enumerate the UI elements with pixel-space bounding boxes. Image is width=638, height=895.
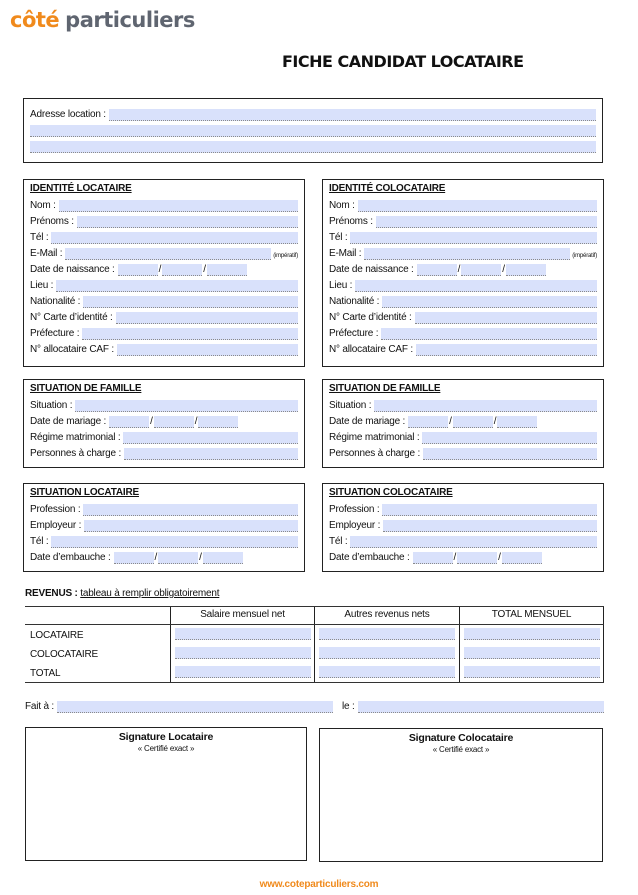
column-header-salaire: Salaire mensuel net bbox=[200, 609, 285, 620]
imperatif-note: (impératif) bbox=[572, 253, 597, 259]
field-mariage-mois[interactable] bbox=[154, 416, 194, 428]
label-profession: Profession : bbox=[30, 504, 81, 515]
label-caf: N° allocataire CAF : bbox=[329, 344, 413, 355]
label-personnes-charge: Personnes à charge : bbox=[329, 448, 421, 459]
field-nationalite[interactable] bbox=[382, 296, 597, 308]
label-date-embauche: Date d’embauche : bbox=[329, 552, 410, 563]
label-email: E-Mail : bbox=[30, 248, 63, 259]
date-separator: / bbox=[502, 264, 505, 275]
label-lieu: Lieu : bbox=[30, 280, 54, 291]
label-carte-identite: N° Carte d’identité : bbox=[30, 312, 113, 323]
field-tel[interactable] bbox=[350, 536, 597, 548]
date-le-row bbox=[342, 699, 604, 713]
revenus-note: tableau à remplir obligatoirement bbox=[80, 588, 220, 599]
field-embauche-jour[interactable] bbox=[413, 552, 453, 564]
label-tel: Tél : bbox=[329, 536, 348, 547]
section-title: IDENTITÉ COLOCATAIRE bbox=[329, 183, 446, 194]
label-nationalite: Nationalité : bbox=[329, 296, 380, 307]
label-prenoms: Prénoms : bbox=[329, 216, 373, 227]
section-title: SITUATION COLOCATAIRE bbox=[329, 487, 453, 498]
cell-total-autres[interactable] bbox=[319, 666, 455, 678]
field-mariage-annee[interactable] bbox=[497, 416, 537, 428]
date-separator: / bbox=[203, 264, 206, 275]
field-embauche-annee[interactable] bbox=[502, 552, 542, 564]
address-field-line-1[interactable] bbox=[109, 109, 596, 121]
label-date-mariage: Date de mariage : bbox=[329, 416, 406, 427]
label-situation: Situation : bbox=[329, 400, 372, 411]
row-label-locataire: LOCATAIRE bbox=[30, 630, 84, 641]
label-employeur: Employeur : bbox=[30, 520, 82, 531]
date-separator: / bbox=[449, 416, 452, 427]
field-personnes-charge[interactable] bbox=[423, 448, 597, 460]
label-fait-a: Fait à : bbox=[25, 701, 54, 712]
cell-locataire-salaire[interactable] bbox=[175, 628, 311, 640]
brand-logo-part1: côté bbox=[10, 8, 60, 32]
field-email[interactable] bbox=[364, 248, 570, 260]
field-naissance-jour[interactable] bbox=[417, 264, 457, 276]
cell-locataire-total[interactable] bbox=[464, 628, 600, 640]
date-separator: / bbox=[457, 264, 461, 275]
fait-a-row bbox=[25, 699, 333, 713]
field-email[interactable] bbox=[65, 248, 271, 260]
field-situation[interactable] bbox=[374, 400, 597, 412]
label-profession: Profession : bbox=[329, 504, 380, 515]
table-border bbox=[603, 606, 604, 683]
label-carte-identite: N° Carte d’identité : bbox=[329, 312, 412, 323]
column-header-total-mensuel: TOTAL MENSUEL bbox=[491, 609, 572, 620]
signature-colocataire-box[interactable] bbox=[319, 728, 603, 862]
field-prenoms[interactable] bbox=[376, 216, 597, 228]
cell-colocataire-autres[interactable] bbox=[319, 647, 455, 659]
date-separator: / bbox=[158, 264, 162, 275]
label-date-embauche: Date d’embauche : bbox=[30, 552, 111, 563]
table-border bbox=[25, 682, 604, 683]
field-naissance-annee[interactable] bbox=[207, 264, 247, 276]
field-mariage-jour[interactable] bbox=[109, 416, 149, 428]
label-regime: Régime matrimonial : bbox=[30, 432, 121, 443]
imperatif-note: (impératif) bbox=[273, 253, 298, 259]
label-le: le : bbox=[342, 701, 355, 712]
address-field-line-2[interactable] bbox=[30, 125, 596, 137]
field-embauche-mois[interactable] bbox=[457, 552, 497, 564]
section-title: IDENTITÉ LOCATAIRE bbox=[30, 183, 132, 194]
situation-locataire-section bbox=[23, 483, 305, 572]
date-separator: / bbox=[493, 416, 497, 427]
label-situation: Situation : bbox=[30, 400, 73, 411]
label-date-mariage: Date de mariage : bbox=[30, 416, 107, 427]
identite-locataire-section bbox=[23, 179, 305, 367]
situation-colocataire-section bbox=[322, 483, 604, 572]
address-label: Adresse location : bbox=[30, 109, 106, 120]
footer-url[interactable]: www.coteparticuliers.com bbox=[259, 879, 379, 890]
field-mariage-mois[interactable] bbox=[453, 416, 493, 428]
field-le[interactable] bbox=[358, 701, 604, 713]
revenus-table bbox=[25, 606, 604, 683]
field-regime[interactable] bbox=[123, 432, 298, 444]
signature-subtitle: « Certifié exact » bbox=[137, 744, 195, 753]
field-embauche-mois[interactable] bbox=[158, 552, 198, 564]
identite-colocataire-section bbox=[322, 179, 604, 367]
field-mariage-jour[interactable] bbox=[408, 416, 448, 428]
field-tel[interactable] bbox=[51, 536, 298, 548]
label-lieu: Lieu : bbox=[329, 280, 353, 291]
field-situation[interactable] bbox=[75, 400, 298, 412]
brand-logo bbox=[10, 8, 195, 32]
page-title: FICHE CANDIDAT LOCATAIRE bbox=[282, 52, 524, 71]
field-nom[interactable] bbox=[358, 200, 597, 212]
label-nationalite: Nationalité : bbox=[30, 296, 81, 307]
brand-logo-part2: particuliers bbox=[65, 8, 195, 32]
label-prefecture: Préfecture : bbox=[329, 328, 379, 339]
label-date-naissance: Date de naissance : bbox=[329, 264, 414, 275]
date-separator: / bbox=[453, 552, 457, 563]
cell-colocataire-total[interactable] bbox=[464, 647, 600, 659]
field-embauche-annee[interactable] bbox=[203, 552, 243, 564]
date-separator: / bbox=[199, 552, 202, 563]
label-regime: Régime matrimonial : bbox=[329, 432, 420, 443]
label-tel: Tél : bbox=[30, 232, 49, 243]
label-nom: Nom : bbox=[329, 200, 355, 211]
date-separator: / bbox=[154, 552, 158, 563]
field-naissance-mois[interactable] bbox=[461, 264, 501, 276]
field-naissance-mois[interactable] bbox=[162, 264, 202, 276]
field-regime[interactable] bbox=[422, 432, 597, 444]
field-nom[interactable] bbox=[59, 200, 298, 212]
label-tel: Tél : bbox=[329, 232, 348, 243]
revenus-heading bbox=[25, 588, 219, 599]
table-border bbox=[25, 624, 604, 625]
field-profession[interactable] bbox=[382, 504, 597, 516]
signature-subtitle: « Certifié exact » bbox=[432, 745, 490, 754]
cell-total-salaire[interactable] bbox=[175, 666, 311, 678]
field-lieu[interactable] bbox=[355, 280, 597, 292]
field-naissance-annee[interactable] bbox=[506, 264, 546, 276]
label-tel: Tél : bbox=[30, 536, 49, 547]
date-separator: / bbox=[498, 552, 501, 563]
label-date-naissance: Date de naissance : bbox=[30, 264, 115, 275]
signature-locataire-box[interactable] bbox=[25, 727, 307, 861]
field-tel[interactable] bbox=[51, 232, 298, 244]
address-field-line-3[interactable] bbox=[30, 141, 596, 153]
date-separator: / bbox=[194, 416, 198, 427]
field-naissance-jour[interactable] bbox=[118, 264, 158, 276]
field-caf[interactable] bbox=[416, 344, 597, 356]
section-title: SITUATION LOCATAIRE bbox=[30, 487, 139, 498]
address-box bbox=[23, 98, 603, 163]
revenus-label: REVENUS : bbox=[25, 588, 78, 599]
field-fait-a[interactable] bbox=[57, 701, 333, 713]
signature-title: Signature Colocataire bbox=[408, 732, 514, 744]
label-email: E-Mail : bbox=[329, 248, 362, 259]
field-mariage-annee[interactable] bbox=[198, 416, 238, 428]
date-separator: / bbox=[150, 416, 153, 427]
row-label-colocataire: COLOCATAIRE bbox=[30, 649, 98, 660]
column-header-autres-revenus: Autres revenus nets bbox=[344, 609, 430, 620]
field-carte-identite[interactable] bbox=[116, 312, 298, 324]
field-lieu[interactable] bbox=[56, 280, 298, 292]
label-personnes-charge: Personnes à charge : bbox=[30, 448, 122, 459]
field-nationalite[interactable] bbox=[83, 296, 298, 308]
label-caf: N° allocataire CAF : bbox=[30, 344, 114, 355]
field-employeur[interactable] bbox=[383, 520, 597, 532]
famille-locataire-section bbox=[23, 379, 305, 468]
field-employeur[interactable] bbox=[84, 520, 298, 532]
label-employeur: Employeur : bbox=[329, 520, 381, 531]
cell-colocataire-salaire[interactable] bbox=[175, 647, 311, 659]
field-prefecture[interactable] bbox=[82, 328, 298, 340]
row-label-total: TOTAL bbox=[30, 668, 61, 679]
field-carte-identite[interactable] bbox=[415, 312, 597, 324]
label-nom: Nom : bbox=[30, 200, 56, 211]
field-profession[interactable] bbox=[83, 504, 298, 516]
field-tel[interactable] bbox=[350, 232, 597, 244]
table-border bbox=[25, 606, 604, 607]
field-personnes-charge[interactable] bbox=[124, 448, 298, 460]
famille-colocataire-section bbox=[322, 379, 604, 468]
cell-total-total[interactable] bbox=[464, 666, 600, 678]
field-prenoms[interactable] bbox=[77, 216, 298, 228]
label-prefecture: Préfecture : bbox=[30, 328, 80, 339]
section-title: SITUATION DE FAMILLE bbox=[30, 383, 142, 394]
signature-title: Signature Locataire bbox=[118, 731, 214, 743]
section-title: SITUATION DE FAMILLE bbox=[329, 383, 441, 394]
field-prefecture[interactable] bbox=[381, 328, 597, 340]
cell-locataire-autres[interactable] bbox=[319, 628, 455, 640]
field-caf[interactable] bbox=[117, 344, 298, 356]
field-embauche-jour[interactable] bbox=[114, 552, 154, 564]
label-prenoms: Prénoms : bbox=[30, 216, 74, 227]
